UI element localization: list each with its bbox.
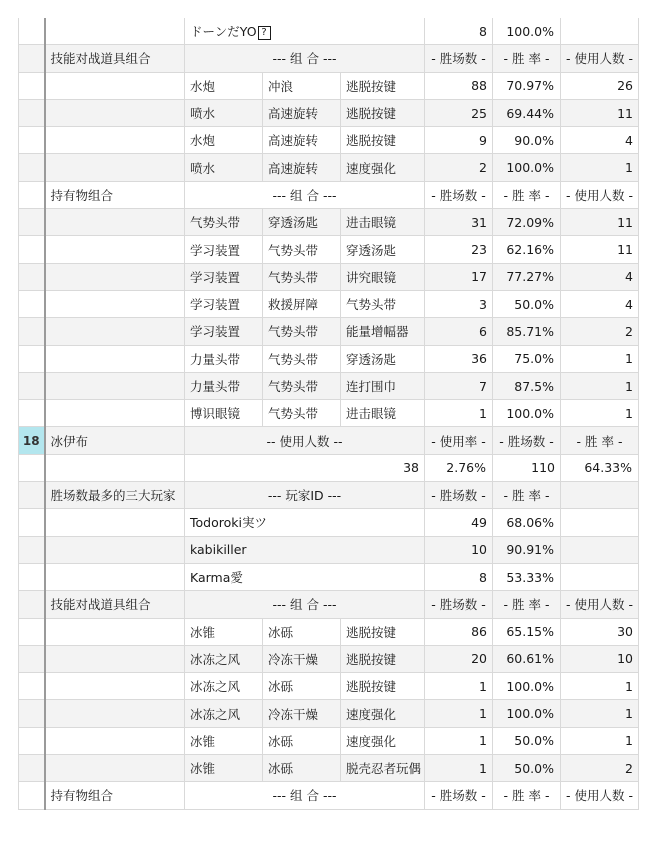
combo-header-cell[interactable]: --- 组 合 --- <box>185 181 425 208</box>
item-cell[interactable]: 冰锥 <box>185 618 263 645</box>
item-cell[interactable]: 连打围巾 <box>341 372 425 399</box>
header-cell[interactable]: - 胜场数 - <box>425 482 493 509</box>
table-row <box>19 345 639 372</box>
item-cell[interactable]: 气势头带 <box>341 290 425 317</box>
row-number-cell[interactable] <box>19 673 45 700</box>
item-cell[interactable]: 救援屏障 <box>263 290 341 317</box>
player-name-cell[interactable] <box>185 18 425 45</box>
value-cell[interactable]: 60.61% <box>493 645 561 672</box>
section-header-row <box>19 591 639 618</box>
header-cell[interactable]: - 使用人数 - <box>561 45 639 72</box>
label-cell[interactable] <box>45 400 185 427</box>
value-cell[interactable] <box>561 18 639 45</box>
row-number-cell[interactable] <box>19 127 45 154</box>
player-name-cell[interactable]: kabikiller <box>185 536 425 563</box>
value-cell[interactable]: 10 <box>425 536 493 563</box>
label-cell[interactable] <box>45 18 185 45</box>
value-cell[interactable]: 6 <box>425 318 493 345</box>
value-cell[interactable]: 10 <box>561 645 639 672</box>
item-cell[interactable]: 高速旋转 <box>263 154 341 181</box>
header-cell[interactable]: - 胜场数 - <box>425 782 493 809</box>
value-cell[interactable]: 1 <box>561 372 639 399</box>
section-label[interactable]: 持有物组合 <box>45 782 185 809</box>
item-cell[interactable]: 脱壳忍者玩偶 <box>341 755 425 782</box>
table-row <box>19 263 639 290</box>
value-cell[interactable]: 7 <box>425 372 493 399</box>
table-row <box>19 72 639 99</box>
value-cell[interactable] <box>561 536 639 563</box>
value-cell[interactable]: 8 <box>425 18 493 45</box>
row-number-cell[interactable] <box>19 263 45 290</box>
value-cell[interactable]: 100.0% <box>493 154 561 181</box>
player-name: ドーンだYO <box>190 24 257 40</box>
value-cell[interactable]: 62.16% <box>493 236 561 263</box>
table-row <box>19 536 639 563</box>
section-label[interactable]: 持有物组合 <box>45 181 185 208</box>
value-cell[interactable]: 1 <box>561 727 639 754</box>
player-name-cell[interactable]: Karma愛 <box>185 563 425 590</box>
value-cell[interactable]: 68.06% <box>493 509 561 536</box>
player-id-header-cell[interactable]: --- 玩家ID --- <box>185 482 425 509</box>
value-cell[interactable]: 49 <box>425 509 493 536</box>
value-cell[interactable]: 4 <box>561 290 639 317</box>
player-name-cell[interactable]: Todoroki実ツ <box>185 509 425 536</box>
row-number-cell[interactable] <box>19 318 45 345</box>
table-row <box>19 755 639 782</box>
row-number-cell[interactable] <box>19 509 45 536</box>
item-cell[interactable]: 逃脱按键 <box>341 645 425 672</box>
row-number-cell[interactable] <box>19 72 45 99</box>
table-row <box>19 618 639 645</box>
section-label[interactable]: 胜场数最多的三大玩家 <box>45 482 185 509</box>
value-cell[interactable] <box>561 509 639 536</box>
item-cell[interactable]: 气势头带 <box>263 263 341 290</box>
value-cell[interactable]: 1 <box>425 727 493 754</box>
section-header-row <box>19 181 639 208</box>
item-cell[interactable]: 高速旋转 <box>263 99 341 126</box>
value-cell[interactable]: 88 <box>425 72 493 99</box>
value-cell[interactable]: 3 <box>425 290 493 317</box>
value-cell[interactable]: 11 <box>561 99 639 126</box>
row-number-cell[interactable] <box>19 372 45 399</box>
header-cell[interactable]: - 使用人数 - <box>561 181 639 208</box>
item-cell[interactable]: 逃脱按键 <box>341 99 425 126</box>
section-header-row <box>19 782 639 809</box>
value-cell[interactable]: 90.91% <box>493 536 561 563</box>
value-cell[interactable]: 26 <box>561 72 639 99</box>
item-cell[interactable]: 速度强化 <box>341 700 425 727</box>
item-cell[interactable]: 逃脱按键 <box>341 618 425 645</box>
value-cell[interactable]: 1 <box>425 755 493 782</box>
table-row <box>19 700 639 727</box>
section-header-row <box>19 45 639 72</box>
label-cell[interactable] <box>45 454 185 481</box>
item-cell[interactable]: 逃脱按键 <box>341 127 425 154</box>
item-cell[interactable]: 冰砾 <box>263 727 341 754</box>
table-row <box>19 727 639 754</box>
header-cell[interactable] <box>561 482 639 509</box>
header-cell[interactable]: - 胜场数 - <box>425 45 493 72</box>
value-cell[interactable]: 1 <box>425 700 493 727</box>
value-cell[interactable]: 1 <box>561 400 639 427</box>
item-cell[interactable]: 力量头带 <box>185 345 263 372</box>
label-cell[interactable] <box>45 700 185 727</box>
item-cell[interactable]: 穿透汤匙 <box>341 236 425 263</box>
item-cell[interactable]: 气势头带 <box>185 209 263 236</box>
item-cell[interactable]: 冰锥 <box>185 755 263 782</box>
row-number-cell[interactable] <box>19 181 45 208</box>
value-cell[interactable]: 53.33% <box>493 563 561 590</box>
row-number-cell[interactable] <box>19 727 45 754</box>
value-cell[interactable]: 9 <box>425 127 493 154</box>
row-number-cell[interactable] <box>19 99 45 126</box>
item-cell[interactable]: 学习装置 <box>185 263 263 290</box>
item-cell[interactable]: 学习装置 <box>185 290 263 317</box>
row-number-cell[interactable] <box>19 645 45 672</box>
value-cell[interactable]: 1 <box>561 673 639 700</box>
header-cell[interactable]: - 使用人数 - <box>561 782 639 809</box>
item-cell[interactable]: 速度强化 <box>341 727 425 754</box>
value-cell[interactable]: 4 <box>561 263 639 290</box>
value-cell[interactable]: 69.44% <box>493 99 561 126</box>
label-cell[interactable] <box>45 209 185 236</box>
item-cell[interactable]: 博识眼镜 <box>185 400 263 427</box>
table-row <box>19 99 639 126</box>
item-cell[interactable]: 学习装置 <box>185 236 263 263</box>
header-cell[interactable]: - 胜 率 - <box>493 782 561 809</box>
row-number-cell[interactable] <box>19 782 45 809</box>
label-cell[interactable] <box>45 290 185 317</box>
header-cell[interactable]: - 胜 率 - <box>493 482 561 509</box>
table-row <box>19 236 639 263</box>
value-cell[interactable]: 2 <box>561 755 639 782</box>
table-row <box>19 18 639 45</box>
section-label[interactable]: 技能对战道具组合 <box>45 591 185 618</box>
value-cell[interactable]: 1 <box>425 673 493 700</box>
usage-header-cell[interactable]: -- 使用人数 -- <box>185 427 425 454</box>
value-cell[interactable]: 100.0% <box>493 673 561 700</box>
value-cell[interactable]: 75.0% <box>493 345 561 372</box>
header-cell[interactable]: - 胜场数 - <box>493 427 561 454</box>
item-cell[interactable]: 喷水 <box>185 154 263 181</box>
item-cell[interactable]: 学习装置 <box>185 318 263 345</box>
value-cell[interactable]: 11 <box>561 236 639 263</box>
item-cell[interactable]: 气势头带 <box>263 345 341 372</box>
table-row <box>19 454 639 481</box>
row-number-cell[interactable] <box>19 454 45 481</box>
row-number-cell[interactable] <box>19 18 45 45</box>
value-cell[interactable] <box>561 563 639 590</box>
value-cell[interactable]: 25 <box>425 99 493 126</box>
item-cell[interactable]: 进击眼镜 <box>341 400 425 427</box>
label-cell[interactable] <box>45 127 185 154</box>
row-number-cell[interactable] <box>19 591 45 618</box>
row-number-cell[interactable] <box>19 45 45 72</box>
value-cell[interactable]: 110 <box>493 454 561 481</box>
table-row <box>19 673 639 700</box>
table-row <box>19 563 639 590</box>
value-cell[interactable]: 70.97% <box>493 72 561 99</box>
label-cell[interactable] <box>45 509 185 536</box>
value-cell[interactable]: 77.27% <box>493 263 561 290</box>
unknown-glyph-icon: ? <box>258 26 271 40</box>
label-cell[interactable] <box>45 154 185 181</box>
label-cell[interactable] <box>45 263 185 290</box>
item-cell[interactable]: 气势头带 <box>263 400 341 427</box>
spreadsheet-table <box>18 18 639 810</box>
value-cell[interactable]: 50.0% <box>493 727 561 754</box>
item-cell[interactable]: 穿透汤匙 <box>341 345 425 372</box>
item-cell[interactable]: 气势头带 <box>263 372 341 399</box>
item-cell[interactable]: 冰冻之风 <box>185 700 263 727</box>
value-cell[interactable]: 30 <box>561 618 639 645</box>
header-cell[interactable]: - 使用人数 - <box>561 591 639 618</box>
combo-header-cell[interactable]: --- 组 合 --- <box>185 782 425 809</box>
item-cell[interactable]: 冰冻之风 <box>185 645 263 672</box>
item-cell[interactable]: 冰砾 <box>263 618 341 645</box>
value-cell[interactable]: 87.5% <box>493 372 561 399</box>
table-row <box>19 318 639 345</box>
value-cell[interactable]: 2.76% <box>425 454 493 481</box>
table-row <box>19 290 639 317</box>
header-cell[interactable]: - 胜场数 - <box>425 591 493 618</box>
row-number-cell[interactable] <box>19 618 45 645</box>
label-cell[interactable] <box>45 618 185 645</box>
value-cell[interactable]: 1 <box>425 400 493 427</box>
value-cell[interactable]: 1 <box>561 154 639 181</box>
row-number-cell[interactable] <box>19 209 45 236</box>
row-number-cell[interactable] <box>19 345 45 372</box>
table-row <box>19 127 639 154</box>
item-cell[interactable]: 冰锥 <box>185 727 263 754</box>
item-cell[interactable]: 逃脱按键 <box>341 72 425 99</box>
table-row <box>19 645 639 672</box>
item-cell[interactable]: 速度强化 <box>341 154 425 181</box>
value-cell[interactable]: 72.09% <box>493 209 561 236</box>
item-cell[interactable]: 气势头带 <box>263 236 341 263</box>
value-cell[interactable]: 1 <box>561 700 639 727</box>
value-cell[interactable]: 1 <box>561 345 639 372</box>
combo-header-cell[interactable]: --- 组 合 --- <box>185 591 425 618</box>
label-cell[interactable] <box>45 645 185 672</box>
header-cell[interactable]: - 胜 率 - <box>493 181 561 208</box>
item-cell[interactable]: 气势头带 <box>263 318 341 345</box>
value-cell[interactable]: 11 <box>561 209 639 236</box>
header-cell[interactable]: - 使用率 - <box>425 427 493 454</box>
label-cell[interactable] <box>45 755 185 782</box>
item-cell[interactable]: 冷冻干燥 <box>263 700 341 727</box>
label-cell[interactable] <box>45 318 185 345</box>
label-cell[interactable] <box>45 99 185 126</box>
item-cell[interactable]: 水炮 <box>185 72 263 99</box>
item-cell[interactable]: 力量头带 <box>185 372 263 399</box>
item-cell[interactable]: 冰砾 <box>263 673 341 700</box>
value-cell[interactable]: 90.0% <box>493 127 561 154</box>
value-cell[interactable]: 85.71% <box>493 318 561 345</box>
item-cell[interactable]: 逃脱按键 <box>341 673 425 700</box>
value-cell[interactable]: 23 <box>425 236 493 263</box>
label-cell[interactable] <box>45 372 185 399</box>
value-cell[interactable]: 8 <box>425 563 493 590</box>
value-cell[interactable]: 4 <box>561 127 639 154</box>
value-cell[interactable]: 17 <box>425 263 493 290</box>
value-cell[interactable]: 31 <box>425 209 493 236</box>
table-row <box>19 372 639 399</box>
table-row <box>19 400 639 427</box>
row-number-cell[interactable] <box>19 482 45 509</box>
item-cell[interactable]: 穿透汤匙 <box>263 209 341 236</box>
section-header-row <box>19 482 639 509</box>
row-number-cell[interactable]: 18 <box>19 427 45 454</box>
item-cell[interactable]: 水炮 <box>185 127 263 154</box>
row-number-cell[interactable] <box>19 700 45 727</box>
header-cell[interactable]: - 胜 率 - <box>493 45 561 72</box>
label-cell[interactable] <box>45 727 185 754</box>
value-cell[interactable]: 2 <box>561 318 639 345</box>
label-cell[interactable] <box>45 72 185 99</box>
table-row <box>19 154 639 181</box>
label-cell[interactable] <box>45 563 185 590</box>
pokemon-header-row <box>19 427 639 454</box>
label-cell[interactable] <box>45 236 185 263</box>
row-number-cell[interactable] <box>19 290 45 317</box>
value-cell[interactable]: 2 <box>425 154 493 181</box>
item-cell[interactable]: 冰砾 <box>263 755 341 782</box>
section-label[interactable]: 技能对战道具组合 <box>45 45 185 72</box>
row-number-cell[interactable] <box>19 154 45 181</box>
row-number-cell[interactable] <box>19 755 45 782</box>
table-row <box>19 509 639 536</box>
value-cell[interactable]: 36 <box>425 345 493 372</box>
item-cell[interactable]: 讲究眼镜 <box>341 263 425 290</box>
value-cell[interactable]: 100.0% <box>493 400 561 427</box>
label-cell[interactable] <box>45 536 185 563</box>
value-cell[interactable]: 20 <box>425 645 493 672</box>
row-number-cell[interactable] <box>19 563 45 590</box>
value-cell[interactable]: 100.0% <box>493 700 561 727</box>
value-cell[interactable]: 64.33% <box>561 454 639 481</box>
item-cell[interactable]: 能量增幅器 <box>341 318 425 345</box>
item-cell[interactable]: 进击眼镜 <box>341 209 425 236</box>
combo-header-cell[interactable]: --- 组 合 --- <box>185 45 425 72</box>
value-cell[interactable]: 65.15% <box>493 618 561 645</box>
usage-count-cell[interactable]: 38 <box>185 454 425 481</box>
row-number-cell[interactable] <box>19 236 45 263</box>
table-row <box>19 209 639 236</box>
row-number-cell[interactable] <box>19 400 45 427</box>
value-cell[interactable]: 100.0% <box>493 18 561 45</box>
label-cell[interactable] <box>45 345 185 372</box>
header-cell[interactable]: - 胜 率 - <box>561 427 639 454</box>
item-cell[interactable]: 冲浪 <box>263 72 341 99</box>
value-cell[interactable]: 50.0% <box>493 290 561 317</box>
header-cell[interactable]: - 胜 率 - <box>493 591 561 618</box>
item-cell[interactable]: 冰冻之风 <box>185 673 263 700</box>
header-cell[interactable]: - 胜场数 - <box>425 181 493 208</box>
value-cell[interactable]: 50.0% <box>493 755 561 782</box>
item-cell[interactable]: 高速旋转 <box>263 127 341 154</box>
pokemon-name[interactable]: 冰伊布 <box>45 427 185 454</box>
row-number-cell[interactable] <box>19 536 45 563</box>
item-cell[interactable]: 喷水 <box>185 99 263 126</box>
label-cell[interactable] <box>45 673 185 700</box>
value-cell[interactable]: 86 <box>425 618 493 645</box>
item-cell[interactable]: 冷冻干燥 <box>263 645 341 672</box>
